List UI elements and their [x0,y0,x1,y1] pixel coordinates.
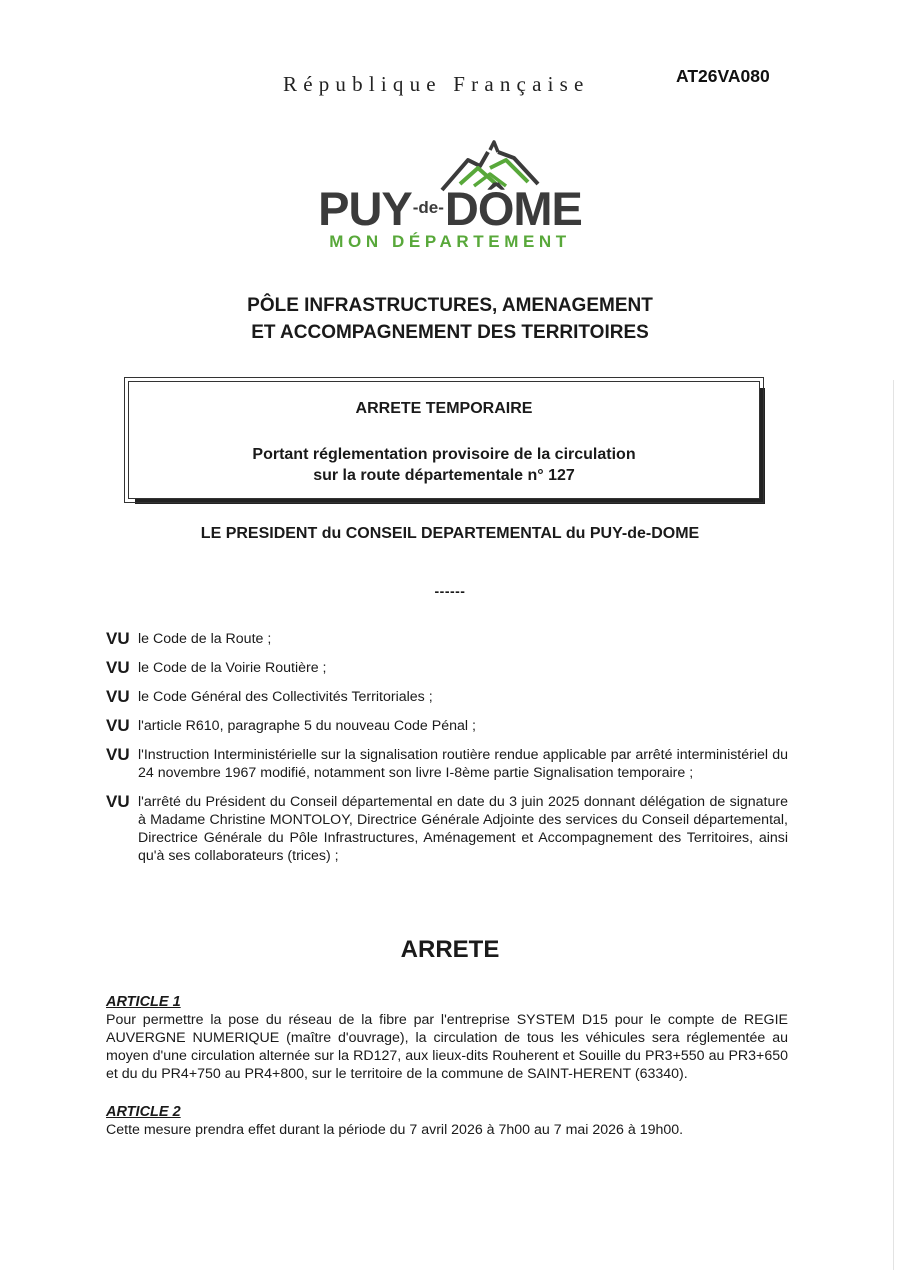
document-reference: AT26VA080 [676,66,770,86]
arrete-temporaire-title: ARRETE TEMPORAIRE [355,400,533,417]
vu-label: VU [106,629,130,648]
vu-text: l'article R610, paragraphe 5 du nouveau Code Pénal ; [138,718,476,734]
article-text: Pour permettre la pose du réseau de la fibre par l'entreprise SYSTEM D15 pour le compte de REGIE AUVERGNE NUMERIQUE (maître d'ouvrage), la circulation de tous les véhicules sera réglementée au moyen d'une circulation alternée sur la RD127, aux lieux-dits Rouherent et Souille du PR3+550 au PR3+650 et du du PR4+750 au PR4+800, sur le territoire de la commune de SAINT-HERENT (63340). [106,1012,788,1082]
scan-edge-line [893,380,894,1270]
vu-item [106,688,788,706]
article-text: Cette mesure prendra effet durant la période du 7 avril 2026 à 7h00 au 7 mai 2026 à 19h00. [106,1122,684,1138]
vu-item [106,793,788,865]
vu-list [106,630,788,876]
vu-text: l'Instruction Interministérielle sur la signalisation routière rendue applicable par arrêté interministériel du 24 novembre 1967 modifié, notamment son livre I-8ème partie Signalisation temporaire ; [138,747,788,781]
vu-label: VU [106,716,130,735]
logo-word-dome: DÔME [444,182,582,235]
article-1 [106,993,788,1083]
article-2 [106,1103,788,1139]
arrete-heading: ARRETE [400,936,500,963]
vu-item [106,717,788,735]
pole-title [0,292,900,346]
separator: ------ [434,583,466,599]
president-heading: LE PRESIDENT du CONSEIL DEPARTEMENTAL du PUY-de-DOME [200,525,700,542]
logo-subtitle: MON DÉPARTEMENT [329,232,571,251]
vu-item [106,746,788,782]
logo-word-puy: PUY [318,182,412,235]
vu-item [106,659,788,677]
pole-title-line2: ET ACCOMPAGNEMENT DES TERRITOIRES [251,322,649,343]
vu-text: le Code de la Voirie Routière ; [138,660,327,676]
vu-label: VU [106,792,130,811]
vu-text: l'arrêté du Président du Conseil départemental en date du 3 juin 2025 donnant délégation de signature à Madame Christine MONTOLOY, Directrice Générale Adjointe des services du Conseil départemental, Directrice Générale du Pôle Infrastructures, Aménagement et Accompagnement des Territoires, ainsi qu'à ses collaborateurs (trices) ; [138,794,788,864]
vu-item [106,630,788,648]
vu-label: VU [106,687,130,706]
article-heading: ARTICLE 1 [106,994,181,1010]
arrete-subtitle-line1: Portant réglementation provisoire de la circulation [252,446,636,463]
logo-word-de: -de- [412,198,444,217]
vu-label: VU [106,658,130,677]
article-heading: ARTICLE 2 [106,1104,181,1120]
vu-label: VU [106,745,130,764]
arrete-subtitle [129,444,759,486]
puy-de-dome-logo [310,138,590,250]
republique-francaise-header: République Française [283,72,590,96]
vu-text: le Code de la Route ; [138,631,272,647]
logo-wordmark [310,182,590,235]
arrete-title-box [128,381,760,499]
vu-text: le Code Général des Collectivités Territoriales ; [138,689,433,705]
arrete-subtitle-line2: sur la route départementale n° 127 [313,467,575,484]
pole-title-line1: PÔLE INFRASTRUCTURES, AMENAGEMENT [247,295,653,316]
